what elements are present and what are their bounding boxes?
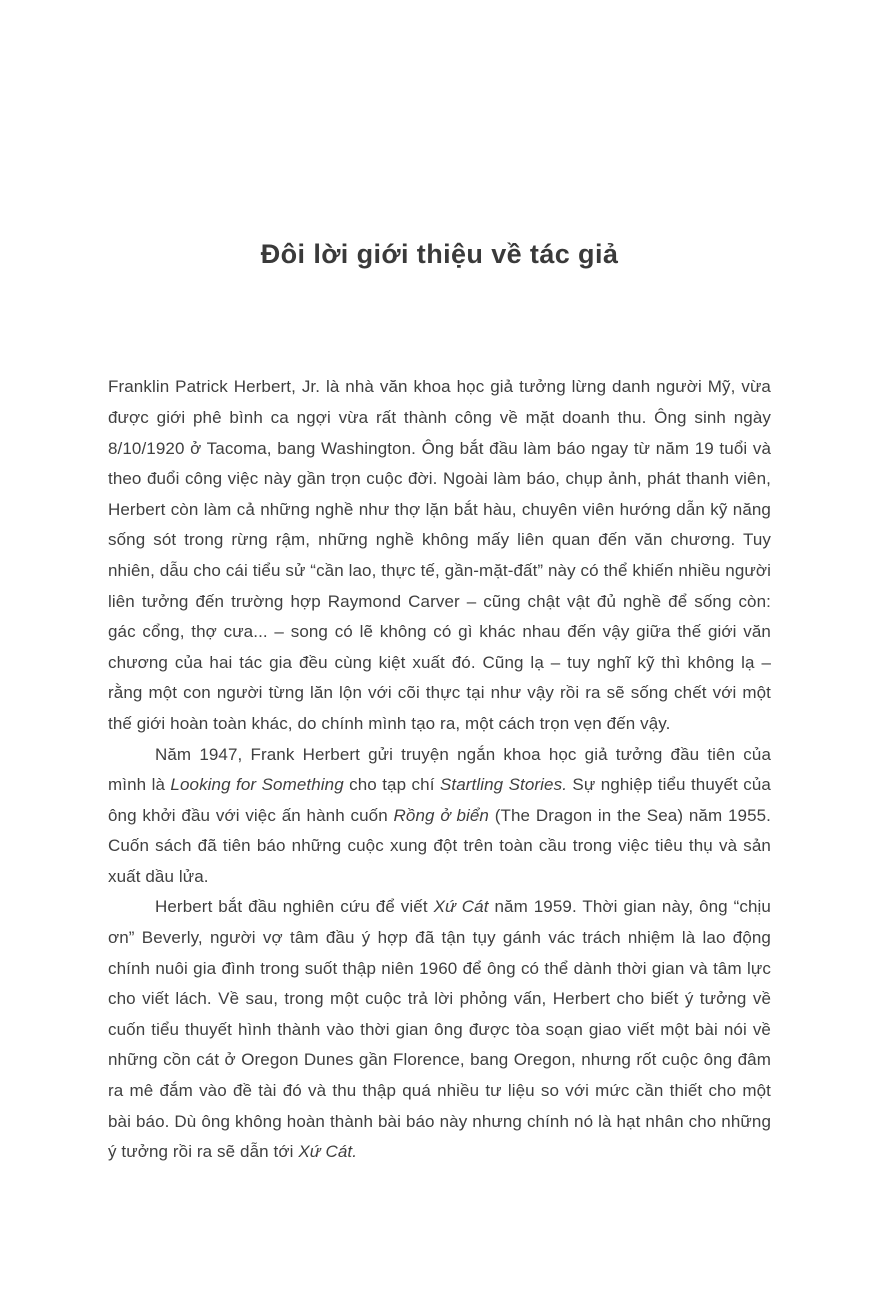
italic-text-segment: Looking for Something <box>170 775 344 795</box>
page-title: Đôi lời giới thiệu về tác giả <box>260 239 619 269</box>
text-segment: cho tạp chí <box>343 775 440 795</box>
body-paragraph <box>108 372 771 739</box>
italic-text-segment: Xứ Cát <box>433 897 489 917</box>
body-text <box>108 372 771 1167</box>
italic-text-segment: Rồng ở biển <box>393 805 489 825</box>
text-segment: (The Dragon in the Sea) năm 1955. Cuốn sách đã tiên báo những cuộc xung đột trên toàn cầu trong việc tiêu thụ và sản xuất dầu lửa. <box>108 805 772 886</box>
italic-text-segment: Xứ Cát. <box>298 1142 358 1162</box>
text-segment: năm 1959. Thời gian này, ông “chịu ơn” Beverly, người vợ tâm đầu ý hợp đã tận tụy gánh vác trách nhiệm là lao động chính nuôi gia đình trong suốt thập niên 1960 để ông có thể dành thời gian và tâm lực cho viết lách. Về sau, trong một cuộc trả lời phỏng vấn, Herbert cho biết ý tưởng về cuốn tiểu thuyết hình thành vào thời gian ông được tòa soạn giao viết một bài nói về những cồn cát ở Oregon Dunes gần Florence, bang Oregon, nhưng rốt cuộc ông đâm ra mê đắm vào đề tài đó và thu thập quá nhiều tư liệu so với mức cần thiết cho một bài báo. Dù ông không hoàn thành bài báo này nhưng chính nó là hạt nhân cho những ý tưởng rồi ra sẽ dẫn tới <box>108 897 771 1162</box>
body-paragraph <box>108 892 771 1167</box>
text-segment: Herbert bắt đầu nghiên cứu để viết <box>155 897 434 917</box>
text-segment: Franklin Patrick Herbert, Jr. là nhà văn khoa học giả tưởng lừng danh người Mỹ, vừa được giới phê bình ca ngợi vừa rất thành công về mặt doanh thu. Ông sinh ngày 8/10/1920 ở Tacoma, bang Washington. Ông bắt đầu làm báo ngay từ năm 19 tuổi và theo đuổi công việc này gần trọn cuộc đời. Ngoài làm báo, chụp ảnh, phát thanh viên, Herbert còn làm cả những nghề như thợ lặn bắt hàu, chuyên viên hướng dẫn kỹ năng sống sót trong rừng rậm, những nghề không mấy liên quan đến văn chương. Tuy nhiên, dẫu cho cái tiểu sử “cần lao, thực tế, gần-mặt-đất” này có thể khiến nhiều người liên tưởng đến trường hợp Raymond Carver – cũng chật vật đủ nghề để sống còn: gác cổng, thợ cưa... – song có lẽ không có gì khác nhau đến vậy giữa thế giới văn chương của hai tác gia đều cùng kiệt xuất đó. Cũng lạ – tuy nghĩ kỹ thì không lạ – rằng một con người từng lăn lộn với cõi thực tại như vậy rồi ra sẽ sống chết với một thế giới hoàn toàn khác, do chính mình tạo ra, một cách trọn vẹn đến vậy. <box>108 377 771 733</box>
text-segment: Sự nghiệp tiểu thuyết của ông khởi đầu với việc ấn hành cuốn <box>108 775 771 825</box>
body-paragraph <box>108 740 771 893</box>
text-segment: Năm 1947, Frank Herbert gửi truyện ngắn khoa học giả tưởng đầu tiên của mình là <box>108 744 771 795</box>
italic-text-segment: Startling Stories. <box>439 775 568 795</box>
page-content <box>108 238 771 1168</box>
